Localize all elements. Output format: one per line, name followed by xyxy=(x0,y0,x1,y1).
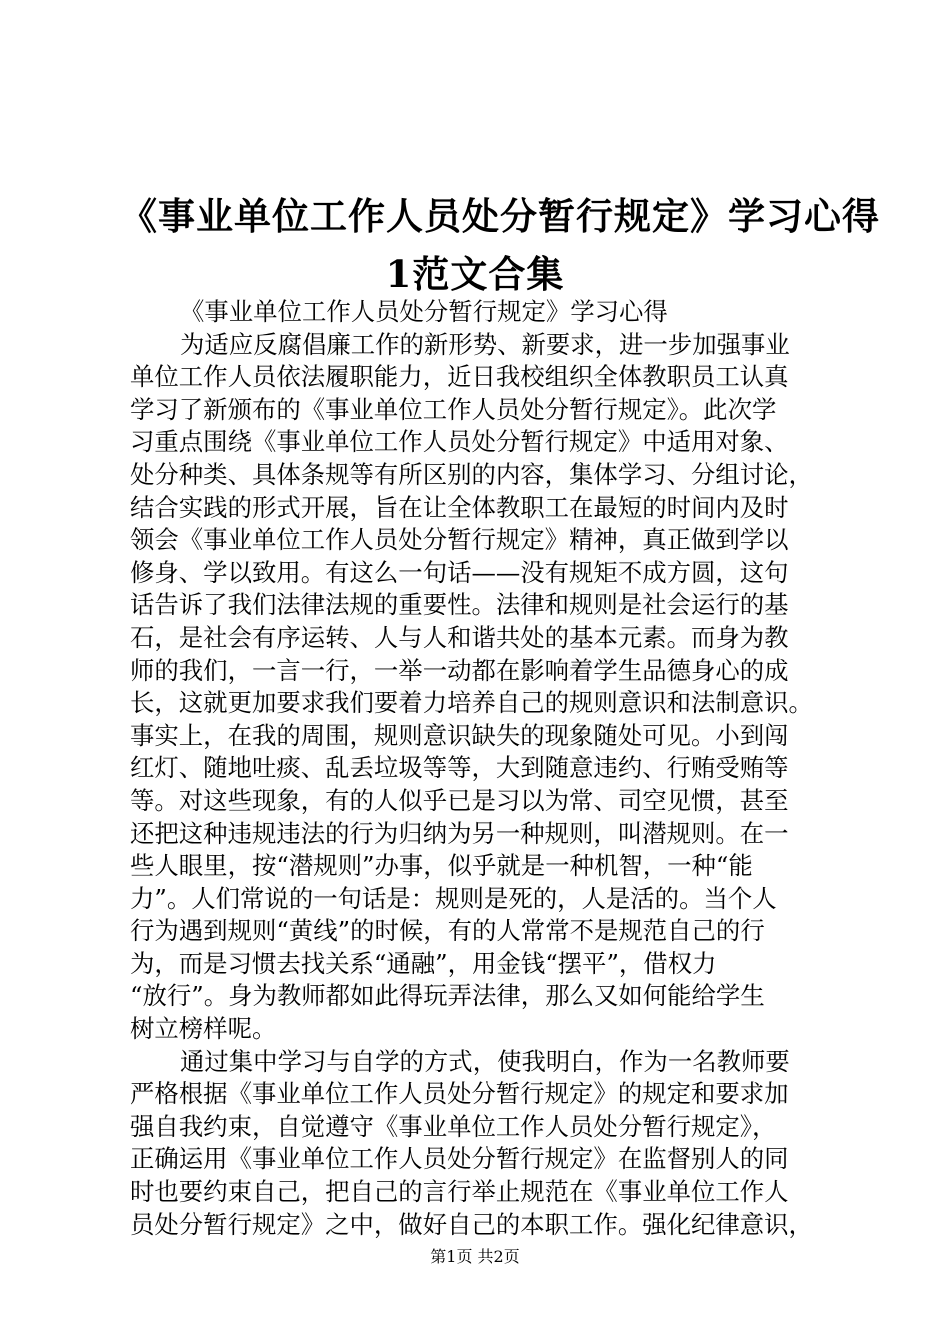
body-text-line: 话告诉了我们法律法规的重要性。法律和规则是社会运行的基 xyxy=(130,590,789,620)
body-text-line: 修身、学以致用。有这么一句话——没有规矩不成方圆，这句 xyxy=(130,557,789,587)
page-number-footer: 第1页 共2页 xyxy=(430,1247,520,1266)
body-text-line: 正确运用《事业单位工作人员处分暂行规定》在监督别人的同 xyxy=(130,1144,789,1174)
body-text-line: 通过集中学习与自学的方式，使我明白，作为一名教师要 xyxy=(180,1046,790,1076)
body-text-line: 等。对这些现象，有的人似乎已是习以为常、司空见惯，甚至 xyxy=(130,785,789,815)
document-title-line1: 《事业单位工作人员处分暂行规定》学习心得 xyxy=(120,194,880,238)
body-text-line: 石，是社会有序运转、人与人和谐共处的基本元素。而身为教 xyxy=(130,622,789,652)
document-title-line2: 1范文合集 xyxy=(385,252,565,296)
body-text-line: 为，而是习惯去找关系“通融”，用金钱“摆平”，借权力 xyxy=(130,948,717,978)
body-text-line: 树立榜样呢。 xyxy=(130,1014,277,1044)
body-text-line: 为适应反腐倡廉工作的新形势、新要求，进一步加强事业 xyxy=(180,329,790,359)
body-text-line: 行为遇到规则“黄线”的时候，有的人常常不是规范自己的行 xyxy=(130,916,765,946)
document-body xyxy=(130,296,830,1241)
body-text-line: 事实上，在我的周围，规则意识缺失的现象随处可见。小到闯 xyxy=(130,720,789,750)
body-text-line: 师的我们，一言一行，一举一动都在影响着学生品德身心的成 xyxy=(130,655,789,685)
body-text-line: 力”。人们常说的一句话是：规则是死的，人是活的。当个人 xyxy=(130,883,777,913)
body-text-line: 习重点围绕《事业单位工作人员处分暂行规定》中适用对象、 xyxy=(130,427,789,457)
body-text-line: 严格根据《事业单位工作人员处分暂行规定》的规定和要求加 xyxy=(130,1079,789,1109)
body-text-line: 《事业单位工作人员处分暂行规定》学习心得 xyxy=(180,297,668,326)
body-text-line: “放行”。身为教师都如此得玩弄法律，那么又如何能给学生 xyxy=(130,981,765,1011)
body-text-line: 强自我约束，自觉遵守《事业单位工作人员处分暂行规定》， xyxy=(130,1111,777,1141)
body-text-line: 处分种类、具体条规等有所区别的内容，集体学习、分组讨论， xyxy=(130,459,813,489)
body-text-line: 员处分暂行规定》之中，做好自己的本职工作。强化纪律意识， xyxy=(130,1209,813,1239)
body-text-line: 还把这种违规违法的行为归纳为另一种规则，叫潜规则。在一 xyxy=(130,818,789,848)
body-text-line: 时也要约束自己，把自己的言行举止规范在《事业单位工作人 xyxy=(130,1177,789,1207)
body-text-line: 结合实践的形式开展，旨在让全体教职工在最短的时间内及时 xyxy=(130,492,789,522)
body-text-line: 红灯、随地吐痰、乱丢垃圾等等，大到随意违约、行贿受贿等 xyxy=(130,753,789,783)
body-text-line: 长，这就更加要求我们要着力培养自己的规则意识和法制意识。 xyxy=(130,688,813,718)
body-text-line: 学习了新颁布的《事业单位工作人员处分暂行规定》。此次学 xyxy=(130,394,777,424)
body-text-line: 些人眼里，按“潜规则”办事，似乎就是一种机智，一种“能 xyxy=(130,851,753,881)
body-text-line: 单位工作人员依法履职能力，近日我校组织全体教职员工认真 xyxy=(130,362,789,392)
body-text-line: 领会《事业单位工作人员处分暂行规定》精神，真正做到学以 xyxy=(130,525,789,555)
